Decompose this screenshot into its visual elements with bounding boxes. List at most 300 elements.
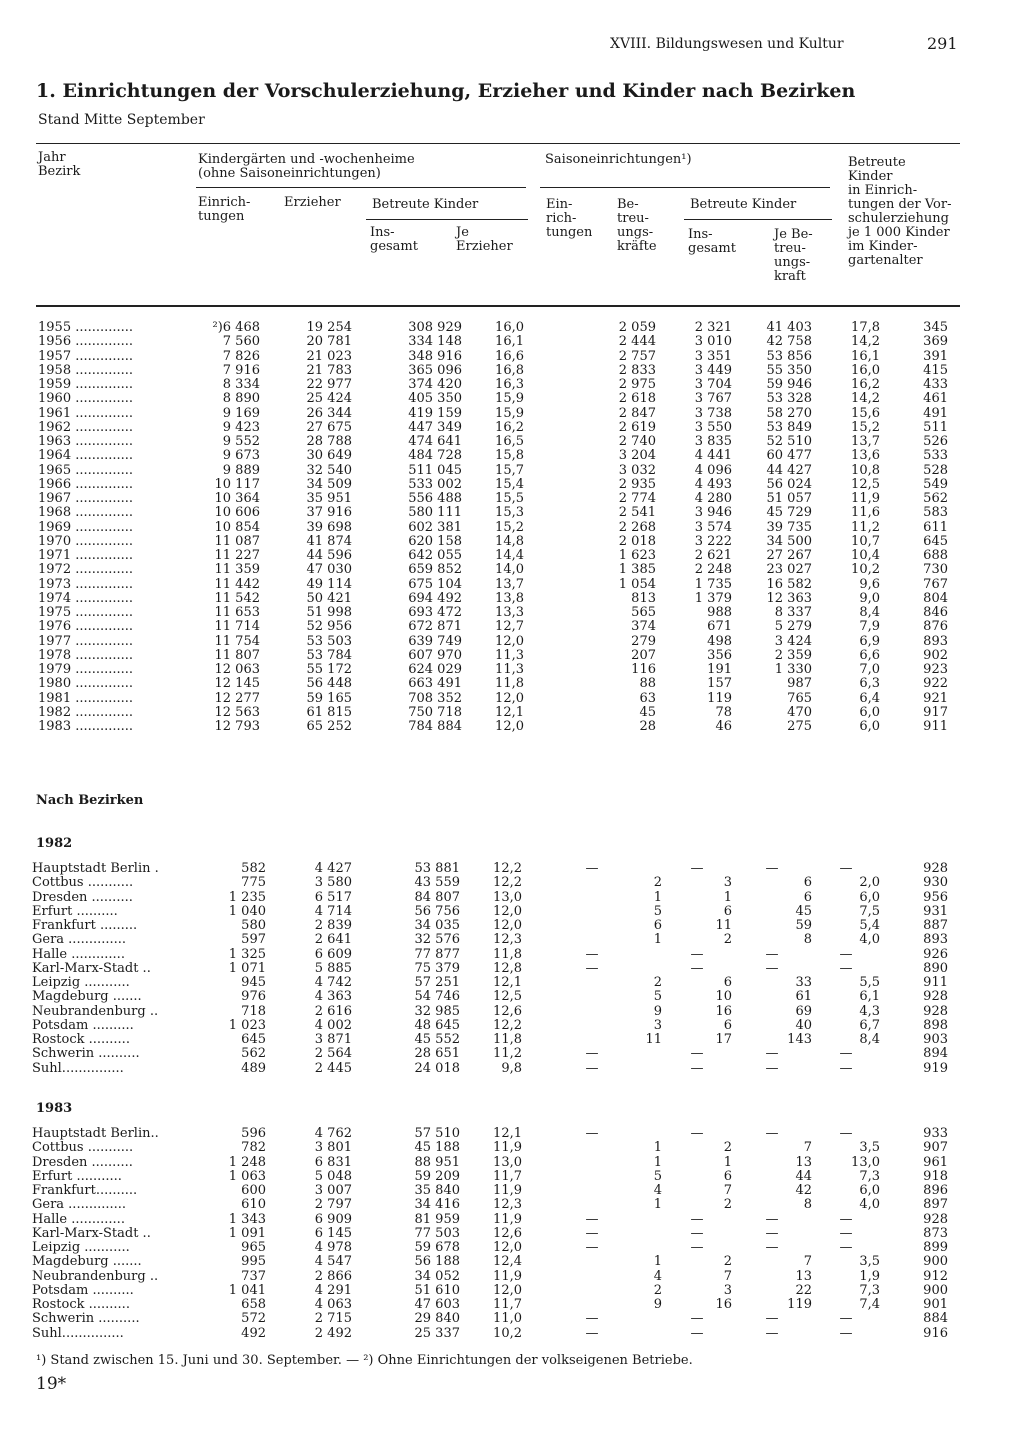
table-cell: 8 xyxy=(803,1198,812,1213)
table-cell: 308 929 xyxy=(408,321,462,335)
table-cell: 4 xyxy=(653,1269,662,1284)
year-row xyxy=(38,578,948,592)
year-table xyxy=(38,321,948,734)
table-cell: 16,1 xyxy=(495,335,524,350)
table-cell: 903 xyxy=(923,1033,948,1047)
table-cell: 8 334 xyxy=(222,378,260,392)
table-cell: 2 833 xyxy=(618,363,656,378)
year-row xyxy=(38,464,948,478)
table-cell: 3 801 xyxy=(314,1141,352,1156)
table-cell: 46 xyxy=(715,720,732,734)
table-cell: — xyxy=(839,1226,853,1241)
table-cell: 658 xyxy=(241,1298,266,1312)
table-cell: — xyxy=(765,961,779,976)
table-cell: 917 xyxy=(923,705,948,720)
year-row xyxy=(38,421,948,435)
bezirk-row xyxy=(32,1184,948,1198)
table-cell: 12,5 xyxy=(493,990,522,1005)
table-cell: 12,0 xyxy=(493,919,522,933)
table-cell: 533 002 xyxy=(408,477,462,492)
table-cell: 14,2 xyxy=(851,392,880,407)
table-cell: 4 714 xyxy=(314,904,352,919)
table-cell: 53 784 xyxy=(306,648,352,663)
table-cell: — xyxy=(585,1312,599,1327)
table-cell: 3 xyxy=(723,876,732,891)
table-cell: 12,2 xyxy=(493,862,522,876)
header-je-betreuungskraft-3: ungs- xyxy=(774,255,811,270)
table-cell: 526 xyxy=(923,435,948,449)
header-per-1000-3: in Einrich- xyxy=(848,183,918,198)
bezirk-row xyxy=(32,1156,948,1170)
table-cell: 597 xyxy=(241,933,266,948)
header-bezirk: Bezirk xyxy=(38,164,81,179)
row-label: Frankfurt ......... xyxy=(32,919,138,933)
row-label: 1976 .............. xyxy=(38,620,134,635)
table-cell: 639 749 xyxy=(408,634,462,649)
header-bottom-rule xyxy=(36,305,960,307)
table-cell: 11 653 xyxy=(214,606,260,620)
header-per-1000-4: tungen der Vor- xyxy=(848,197,952,212)
table-cell: — xyxy=(765,1326,779,1341)
table-cell: 16,2 xyxy=(495,420,524,435)
table-cell: 11,3 xyxy=(495,663,524,677)
bezirk-row xyxy=(32,919,948,933)
year-row xyxy=(38,364,948,378)
table-cell: 922 xyxy=(923,677,948,692)
table-cell: 987 xyxy=(787,677,812,692)
header-je-betreuungskraft: Je Be- xyxy=(774,227,813,242)
table-cell: 6 517 xyxy=(314,890,352,905)
table-cell: — xyxy=(690,1047,704,1062)
row-label: 1980 .............. xyxy=(38,677,134,692)
year-row xyxy=(38,649,948,663)
bezirk-row xyxy=(32,1312,948,1326)
table-cell: — xyxy=(690,1061,704,1076)
table-cell: 11,6 xyxy=(851,506,880,521)
year-row xyxy=(38,350,948,364)
row-label: Magdeburg ....... xyxy=(32,1255,142,1270)
table-cell: — xyxy=(765,862,779,876)
table-cell: — xyxy=(690,1127,704,1141)
table-cell: 2 975 xyxy=(618,378,656,392)
table-cell: 10,8 xyxy=(851,463,880,478)
kg-betreute-rule xyxy=(366,219,528,220)
table-cell: 1 091 xyxy=(228,1226,266,1241)
table-cell: 9 xyxy=(653,1298,662,1312)
table-cell: 9,8 xyxy=(501,1061,522,1076)
table-cell: 3 xyxy=(723,1283,732,1298)
table-cell: 53 503 xyxy=(306,634,352,649)
table-cell: 6 xyxy=(723,904,732,919)
year-row xyxy=(38,435,948,449)
table-cell: 2 774 xyxy=(618,492,656,506)
table-cell: — xyxy=(585,1241,599,1255)
table-cell: 10,7 xyxy=(851,534,880,549)
table-cell: 3 704 xyxy=(694,378,732,392)
table-cell: 912 xyxy=(923,1269,948,1284)
table-cell: 10 606 xyxy=(214,506,260,521)
header-betreuungskraefte-4: kräfte xyxy=(617,239,657,254)
table-cell: 6 909 xyxy=(314,1212,352,1227)
table-cell: 44 427 xyxy=(766,463,812,478)
table-cell: — xyxy=(585,1226,599,1241)
row-label: Gera .............. xyxy=(32,933,127,948)
table-cell: 928 xyxy=(923,1004,948,1019)
table-cell: 902 xyxy=(923,648,948,663)
bezirk-row xyxy=(32,1141,948,1155)
table-cell: — xyxy=(585,1127,599,1141)
header-top-rule xyxy=(36,143,960,144)
table-cell: 11 442 xyxy=(214,577,260,592)
table-cell: 9 423 xyxy=(222,420,260,435)
table-cell: 53 849 xyxy=(766,420,812,435)
table-cell: 5,5 xyxy=(859,976,880,990)
table-cell: 1 071 xyxy=(228,961,266,976)
table-cell: 6 831 xyxy=(314,1155,352,1170)
table-cell: 61 815 xyxy=(306,705,352,720)
table-cell: 887 xyxy=(923,919,948,933)
table-cell: 19 254 xyxy=(306,321,352,335)
table-cell: 11,0 xyxy=(493,1312,522,1327)
page-number: 291 xyxy=(927,34,958,53)
table-cell: 897 xyxy=(923,1198,948,1213)
table-cell: 88 xyxy=(639,677,656,692)
table-cell: 12 563 xyxy=(214,705,260,720)
header-kg-group-sub: (ohne Saisoneinrichtungen) xyxy=(198,166,381,181)
table-cell: 461 xyxy=(923,392,948,407)
table-cell: 34 416 xyxy=(414,1198,460,1213)
table-cell: 1 xyxy=(653,890,662,905)
table-cell: 52 956 xyxy=(306,620,352,635)
table-cell: — xyxy=(839,947,853,962)
table-cell: 41 874 xyxy=(306,534,352,549)
table-cell: 34 035 xyxy=(414,919,460,933)
row-label: Dresden .......... xyxy=(32,1155,133,1170)
table-cell: 3 449 xyxy=(694,363,732,378)
table-cell: 6 xyxy=(723,1169,732,1184)
bezirk-row xyxy=(32,1170,948,1184)
table-cell: 3 550 xyxy=(694,420,732,435)
table-cell: 813 xyxy=(631,591,656,606)
table-cell: 45 729 xyxy=(766,506,812,521)
row-label: 1969 .............. xyxy=(38,520,134,535)
row-label: 1964 .............. xyxy=(38,449,134,464)
table-cell: 55 350 xyxy=(766,363,812,378)
header-einrichtungen-2: tungen xyxy=(198,209,245,224)
table-cell: 119 xyxy=(707,691,732,706)
row-label: Suhl............... xyxy=(32,1326,124,1341)
table-cell: — xyxy=(765,1212,779,1227)
bezirk-row xyxy=(32,1005,948,1019)
table-cell: — xyxy=(839,1212,853,1227)
table-cell: 928 xyxy=(923,990,948,1005)
table-cell: 16,8 xyxy=(495,363,524,378)
table-cell: 52 510 xyxy=(766,435,812,449)
table-cell: 4 742 xyxy=(314,976,352,990)
table-cell: 3 204 xyxy=(618,449,656,464)
table-cell: 6,9 xyxy=(859,634,880,649)
header-insgesamt: Ins- xyxy=(370,225,395,240)
table-cell: 2 359 xyxy=(774,648,812,663)
table-cell: 3 222 xyxy=(694,534,732,549)
table-cell: 21 023 xyxy=(306,349,352,364)
table-cell: 56 756 xyxy=(414,904,460,919)
table-cell: 562 xyxy=(241,1047,266,1062)
year-row xyxy=(38,692,948,706)
table-cell: 54 746 xyxy=(414,990,460,1005)
bezirk-row xyxy=(32,876,948,890)
row-label: Hauptstadt Berlin . xyxy=(32,862,159,876)
table-cell: — xyxy=(585,1061,599,1076)
row-label: 1958 .............. xyxy=(38,363,134,378)
table-cell: 884 xyxy=(923,1312,948,1327)
table-cell: 600 xyxy=(241,1184,266,1198)
table-cell: 51 610 xyxy=(414,1283,460,1298)
table-cell: 157 xyxy=(707,677,732,692)
row-label: 1960 .............. xyxy=(38,392,134,407)
row-label: 1955 .............. xyxy=(38,321,134,335)
table-cell: 17,8 xyxy=(851,321,880,335)
row-label: 1956 .............. xyxy=(38,335,134,350)
header-per-1000-5: schulerziehung xyxy=(848,211,949,226)
bezirk-row xyxy=(32,1062,948,1076)
table-cell: 928 xyxy=(923,862,948,876)
row-label: 1979 .............. xyxy=(38,663,134,677)
table-cell: 69 xyxy=(795,1004,812,1019)
row-label: Hauptstadt Berlin.. xyxy=(32,1127,159,1141)
table-cell: 995 xyxy=(241,1255,266,1270)
table-cell: 1 xyxy=(653,1255,662,1270)
table-cell: 4 096 xyxy=(694,463,732,478)
table-cell: 9 xyxy=(653,1004,662,1019)
table-cell: 12,6 xyxy=(493,1004,522,1019)
table-cell: 16,3 xyxy=(495,378,524,392)
table-cell: 7 916 xyxy=(222,363,260,378)
table-cell: 919 xyxy=(923,1061,948,1076)
table-cell: 8,4 xyxy=(859,606,880,620)
row-label: Halle ............. xyxy=(32,947,125,962)
table-cell: 32 540 xyxy=(306,463,352,478)
table-cell: 765 xyxy=(787,691,812,706)
table-cell: 688 xyxy=(923,549,948,563)
row-label: Halle ............. xyxy=(32,1212,125,1227)
table-cell: 4,0 xyxy=(859,1198,880,1213)
year-row xyxy=(38,563,948,577)
table-cell: 2 018 xyxy=(618,534,656,549)
table-cell: 53 881 xyxy=(414,862,460,876)
table-cell: 10 117 xyxy=(214,477,260,492)
year-row xyxy=(38,492,948,506)
header-je-erzieher: Je xyxy=(456,225,469,240)
bezirk-row xyxy=(32,976,948,990)
table-cell: 11,2 xyxy=(851,520,880,535)
table-cell: 11,3 xyxy=(495,648,524,663)
row-label: 1961 .............. xyxy=(38,406,134,421)
saison-group-rule xyxy=(540,187,830,188)
table-cell: 9,6 xyxy=(859,577,880,592)
year-row xyxy=(38,592,948,606)
table-cell: 53 856 xyxy=(766,349,812,364)
table-cell: 12,1 xyxy=(493,1127,522,1141)
table-cell: 4,0 xyxy=(859,933,880,948)
table-cell: 2 321 xyxy=(694,321,732,335)
table-cell: 5,4 xyxy=(859,919,880,933)
table-cell: 11 227 xyxy=(214,549,260,563)
year-row xyxy=(38,449,948,463)
table-cell: 39 698 xyxy=(306,520,352,535)
table-cell: 78 xyxy=(715,705,732,720)
table-cell: 47 030 xyxy=(306,563,352,578)
table-cell: 675 104 xyxy=(408,577,462,592)
table-cell: 12,0 xyxy=(493,1241,522,1255)
row-label: 1977 .............. xyxy=(38,634,134,649)
year-row xyxy=(38,677,948,691)
table-cell: 2 740 xyxy=(618,435,656,449)
table-cell: 4 547 xyxy=(314,1255,352,1270)
table-cell: — xyxy=(839,1127,853,1141)
table-cell: 9 169 xyxy=(222,406,260,421)
table-cell: 556 488 xyxy=(408,492,462,506)
bezirk-row xyxy=(32,948,948,962)
bezirk-row xyxy=(32,1284,948,1298)
table-cell: 9 889 xyxy=(222,463,260,478)
header-einrichtungen: Einrich- xyxy=(198,195,251,210)
table-cell: 10 854 xyxy=(214,520,260,535)
table-cell: 23 027 xyxy=(766,563,812,578)
table-cell: 56 188 xyxy=(414,1255,460,1270)
row-label: 1983 .............. xyxy=(38,720,134,734)
table-cell: 1 623 xyxy=(618,549,656,563)
table-cell: 7,4 xyxy=(859,1298,880,1312)
table-cell: 5 xyxy=(653,990,662,1005)
table-cell: 65 252 xyxy=(306,720,352,734)
table-cell: 26 344 xyxy=(306,406,352,421)
table-cell: 730 xyxy=(923,563,948,578)
table-title: 1. Einrichtungen der Vorschulerziehung, Erzieher und Kinder nach Bezirken xyxy=(36,80,856,102)
table-cell: 12,0 xyxy=(495,720,524,734)
table-cell: 708 352 xyxy=(408,691,462,706)
row-label: Rostock .......... xyxy=(32,1298,130,1312)
table-cell: 928 xyxy=(923,1212,948,1227)
table-cell: 484 728 xyxy=(408,449,462,464)
table-cell: 582 xyxy=(241,862,266,876)
table-cell: 6,0 xyxy=(859,1184,880,1198)
table-cell: 1 063 xyxy=(228,1169,266,1184)
header-saison-einrichtungen-2: rich- xyxy=(546,211,577,226)
table-cell: 11 359 xyxy=(214,563,260,578)
table-cell: 15,5 xyxy=(495,492,524,506)
table-cell: 75 379 xyxy=(414,961,460,976)
table-cell: 583 xyxy=(923,506,948,521)
year-1983-label: 1983 xyxy=(36,1101,73,1116)
bezirk-row xyxy=(32,1298,948,1312)
table-cell: 59 xyxy=(795,919,812,933)
table-cell: 374 xyxy=(631,620,656,635)
table-cell: 63 xyxy=(639,691,656,706)
table-subtitle: Stand Mitte September xyxy=(38,112,205,128)
table-cell: 34 509 xyxy=(306,477,352,492)
row-label: 1972 .............. xyxy=(38,563,134,578)
table-cell: 7 xyxy=(723,1184,732,1198)
table-cell: 57 251 xyxy=(414,976,460,990)
table-cell: 7,3 xyxy=(859,1283,880,1298)
table-cell: — xyxy=(690,947,704,962)
table-cell: 6,0 xyxy=(859,720,880,734)
bezirk-row xyxy=(32,990,948,1004)
bezirk-1982-table xyxy=(32,862,948,1076)
table-cell: 2 935 xyxy=(618,477,656,492)
table-cell: — xyxy=(690,1312,704,1327)
header-saison-insgesamt: Ins- xyxy=(688,227,713,242)
bezirk-row xyxy=(32,1255,948,1269)
table-cell: 1 xyxy=(653,933,662,948)
row-label: 1965 .............. xyxy=(38,463,134,478)
table-cell: 45 xyxy=(795,904,812,919)
table-cell: 775 xyxy=(241,876,266,891)
table-cell: 911 xyxy=(923,720,948,734)
table-cell: 6,3 xyxy=(859,677,880,692)
table-cell: — xyxy=(690,1241,704,1255)
table-cell: 923 xyxy=(923,663,948,677)
row-label: Leipzig ........... xyxy=(32,976,130,990)
row-label: 1970 .............. xyxy=(38,534,134,549)
table-cell: 580 xyxy=(241,919,266,933)
table-cell: 16,1 xyxy=(851,349,880,364)
table-cell: 11 087 xyxy=(214,534,260,549)
table-cell: 916 xyxy=(923,1326,948,1341)
table-cell: 16,0 xyxy=(495,321,524,335)
table-cell: 7 xyxy=(803,1141,812,1156)
table-cell: 4 978 xyxy=(314,1241,352,1255)
table-cell: 611 xyxy=(923,520,948,535)
row-label: Rostock .......... xyxy=(32,1033,130,1047)
table-cell: 890 xyxy=(923,961,948,976)
row-label: 1974 .............. xyxy=(38,591,134,606)
table-cell: 3 871 xyxy=(314,1033,352,1047)
table-cell: 24 018 xyxy=(414,1061,460,1076)
header-per-1000: Betreute xyxy=(848,155,906,170)
nach-bezirken-label: Nach Bezirken xyxy=(36,793,144,808)
table-cell: 12,0 xyxy=(493,904,522,919)
table-cell: 5 xyxy=(653,1169,662,1184)
table-cell: 415 xyxy=(923,363,948,378)
header-erzieher: Erzieher xyxy=(284,195,341,210)
table-cell: 1 xyxy=(723,890,732,905)
table-cell: 926 xyxy=(923,947,948,962)
table-cell: 2 847 xyxy=(618,406,656,421)
table-cell: 1 343 xyxy=(228,1212,266,1227)
year-row xyxy=(38,635,948,649)
table-cell: 663 491 xyxy=(408,677,462,692)
table-cell: 12 277 xyxy=(214,691,260,706)
table-cell: 356 xyxy=(707,648,732,663)
table-cell: 533 xyxy=(923,449,948,464)
table-cell: 7,9 xyxy=(859,620,880,635)
table-cell: 3 424 xyxy=(774,634,812,649)
table-cell: 3,5 xyxy=(859,1255,880,1270)
table-cell: 804 xyxy=(923,591,948,606)
bezirk-row xyxy=(32,1198,948,1212)
table-cell: 1 735 xyxy=(694,577,732,592)
row-label: 1968 .............. xyxy=(38,506,134,521)
table-cell: 374 420 xyxy=(408,378,462,392)
table-cell: 6 xyxy=(723,1018,732,1033)
table-cell: 7,3 xyxy=(859,1169,880,1184)
table-cell: 334 148 xyxy=(408,335,462,350)
table-cell: 1 330 xyxy=(774,663,812,677)
table-cell: 1 054 xyxy=(618,577,656,592)
table-cell: 16 xyxy=(715,1004,732,1019)
